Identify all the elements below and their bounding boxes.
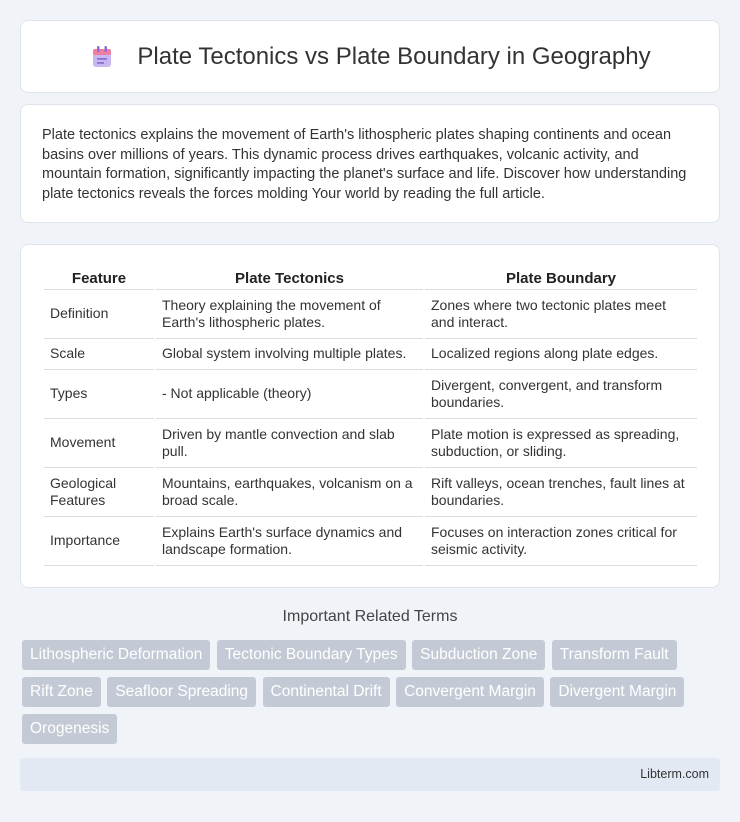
row-feature: Scale: [44, 339, 154, 370]
header-plate-tectonics: Plate Tectonics: [156, 265, 423, 290]
table-row: [44, 468, 697, 517]
header-feature: Feature: [44, 265, 154, 290]
comparison-table: [42, 265, 699, 566]
tag-orogenesis[interactable]: Orogenesis: [22, 714, 117, 744]
title-card: [20, 20, 720, 93]
tag-tectonic-boundary-types[interactable]: Tectonic Boundary Types: [217, 640, 406, 670]
row-feature: Movement: [44, 419, 154, 468]
tag-subduction-zone[interactable]: Subduction Zone: [412, 640, 545, 670]
row-plate-boundary: Divergent, convergent, and transform boundaries.: [425, 370, 697, 419]
table-row: [44, 517, 697, 566]
tag-convergent-margin[interactable]: Convergent Margin: [396, 677, 544, 707]
row-plate-tectonics: Global system involving multiple plates.: [156, 339, 423, 370]
row-plate-boundary: Zones where two tectonic plates meet and interact.: [425, 290, 697, 339]
tag-transform-fault[interactable]: Transform Fault: [552, 640, 677, 670]
row-plate-boundary: Rift valleys, ocean trenches, fault lines at boundaries.: [425, 468, 697, 517]
tag-rift-zone[interactable]: Rift Zone: [22, 677, 101, 707]
table-row: [44, 370, 697, 419]
row-feature: Definition: [44, 290, 154, 339]
row-plate-boundary: Plate motion is expressed as spreading, subduction, or sliding.: [425, 419, 697, 468]
intro-card: [20, 104, 720, 223]
row-plate-tectonics: Mountains, earthquakes, volcanism on a broad scale.: [156, 468, 423, 517]
row-plate-tectonics: Driven by mantle convection and slab pull.: [156, 419, 423, 468]
related-terms-heading: Important Related Terms: [282, 608, 458, 625]
row-plate-tectonics: Theory explaining the movement of Earth's lithospheric plates.: [156, 290, 423, 339]
comparison-table-card: [20, 244, 720, 588]
table-row: [44, 339, 697, 370]
page-title: Plate Tectonics vs Plate Boundary in Geography: [137, 42, 651, 70]
table-row: [44, 419, 697, 468]
row-plate-boundary: Focuses on interaction zones critical for seismic activity.: [425, 517, 697, 566]
footer-site-link[interactable]: Libterm.com: [640, 767, 709, 781]
related-terms-tags: [22, 640, 722, 751]
row-feature: Importance: [44, 517, 154, 566]
tag-seafloor-spreading[interactable]: Seafloor Spreading: [107, 677, 256, 707]
tag-divergent-margin[interactable]: Divergent Margin: [550, 677, 684, 707]
row-feature: Types: [44, 370, 154, 419]
table-row: [44, 290, 697, 339]
row-plate-boundary: Localized regions along plate edges.: [425, 339, 697, 370]
tag-continental-drift[interactable]: Continental Drift: [263, 677, 390, 707]
header-plate-boundary: Plate Boundary: [425, 265, 697, 290]
calendar-notebook-icon: [89, 44, 115, 70]
intro-text: Plate tectonics explains the movement of Earth's lithospheric plates shaping continents and ocean basins over millions of years. This dynamic process drives earthquakes, volcanic activity, and mountain formation, significantly impacting the planet's surface and life. Discover how understanding plate tectonics reveals the forces molding Your world by reading the full article.: [42, 127, 687, 202]
row-feature: Geological Features: [44, 468, 154, 517]
tag-lithospheric-deformation[interactable]: Lithospheric Deformation: [22, 640, 210, 670]
row-plate-tectonics: - Not applicable (theory): [156, 370, 423, 419]
row-plate-tectonics: Explains Earth's surface dynamics and landscape formation.: [156, 517, 423, 566]
footer: [20, 758, 720, 791]
